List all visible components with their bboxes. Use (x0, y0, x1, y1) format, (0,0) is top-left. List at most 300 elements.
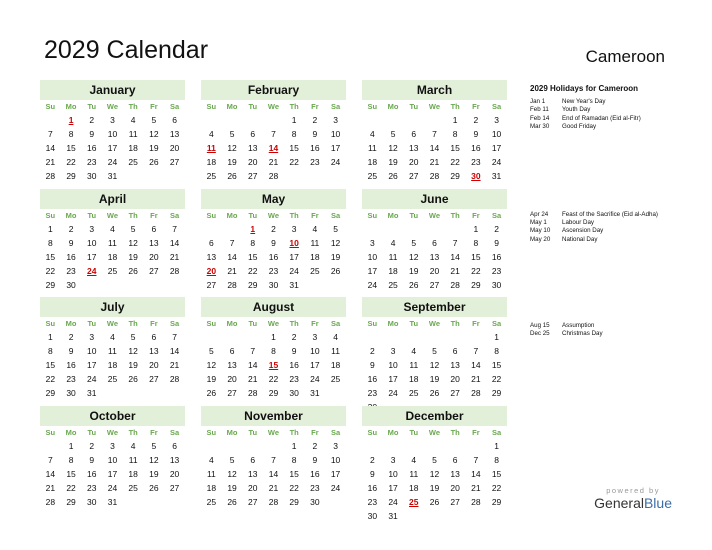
week-row (40, 440, 185, 454)
empty-cell (201, 331, 222, 344)
weekday-label: Th (289, 319, 299, 328)
day-cell: 17 (107, 143, 118, 153)
empty-cell (466, 331, 487, 344)
day-cell: 14 (471, 360, 481, 370)
month-name: April (40, 189, 185, 209)
day-cell: 26 (227, 171, 237, 181)
day-cell: 10 (310, 346, 320, 356)
day-cell: 25 (367, 171, 378, 181)
day-cell: 9 (312, 455, 318, 465)
day-cell: 15 (66, 143, 76, 153)
week-row (40, 331, 185, 345)
day-cell: 19 (330, 252, 341, 262)
day-cell: 27 (409, 171, 419, 181)
month-december (362, 406, 507, 524)
day-cell: 18 (128, 469, 138, 479)
empty-cell (383, 114, 404, 127)
holiday-date: Aug 15 (530, 322, 550, 329)
holiday-entry (530, 219, 690, 227)
day-cell: 13 (169, 129, 180, 139)
day-cell: 5 (432, 346, 437, 356)
day-cell: 23 (66, 266, 76, 276)
day-cell: 10 (107, 129, 118, 139)
day-cell: 15 (450, 143, 460, 153)
weekday-label: Sa (169, 102, 180, 111)
empty-cell (424, 114, 445, 127)
day-cell: 2 (291, 332, 297, 342)
day-cell: 13 (248, 469, 258, 479)
powered-by-label: powered by (606, 486, 660, 495)
holiday-entry (530, 227, 690, 235)
day-cell: 17 (388, 483, 398, 493)
weekday-label: We (106, 428, 119, 437)
weekday-label: Su (206, 319, 217, 328)
weekday-label: Fr (311, 211, 319, 220)
day-cell: 26 (149, 157, 159, 167)
week-row (362, 114, 507, 128)
day-cell: 28 (45, 497, 56, 507)
day-cell: 17 (330, 143, 341, 153)
day-cell: 31 (107, 171, 118, 181)
weekday-label: We (267, 319, 280, 328)
month-name: May (201, 189, 346, 209)
weekday-label: Su (367, 428, 378, 437)
week-row (201, 440, 346, 454)
weekday-label: Mo (65, 102, 77, 111)
week-row (40, 387, 185, 401)
week-row (362, 510, 507, 524)
month-name: August (201, 297, 346, 317)
day-cell: 31 (388, 511, 398, 521)
day-cell: 18 (206, 157, 217, 167)
day-cell: 28 (450, 280, 460, 290)
day-cell: 11 (128, 455, 138, 465)
empty-cell (445, 223, 466, 236)
holiday-list (530, 85, 690, 131)
empty-cell (383, 440, 404, 453)
weekday-label: Sa (330, 428, 341, 437)
month-name: July (40, 297, 185, 317)
holiday-name: End of Ramadan (Eid al-Fitr) (562, 114, 641, 122)
day-cell: 30 (289, 388, 299, 398)
day-cell: 15 (491, 469, 502, 479)
day-cell: 5 (333, 224, 338, 234)
day-cell: 22 (289, 157, 299, 167)
day-cell: 20 (450, 483, 460, 493)
month-august (201, 297, 346, 401)
day-cell: 14 (169, 238, 180, 248)
day-cell: 3 (89, 224, 95, 234)
weekday-label: Tu (248, 211, 258, 220)
weekday-label: Sa (169, 211, 180, 220)
day-cell: 12 (429, 360, 440, 370)
day-cell: 24 (330, 157, 341, 167)
day-cell: 27 (227, 388, 237, 398)
day-cell: 18 (206, 483, 217, 493)
day-cell: 26 (330, 266, 341, 276)
day-cell: 15 (66, 469, 76, 479)
day-cell: 17 (87, 360, 97, 370)
day-cell: 20 (429, 266, 440, 276)
day-cell: 24 (388, 388, 398, 398)
week-row (40, 468, 185, 482)
week-row (40, 142, 185, 156)
day-cell: 21 (471, 374, 481, 384)
day-cell: 11 (367, 143, 377, 153)
holiday-name: Labour Day (562, 219, 594, 227)
empty-cell (144, 279, 165, 292)
day-cell: 27 (248, 171, 258, 181)
weekday-label: Su (45, 102, 56, 111)
day-cell: 6 (250, 455, 256, 465)
week-row (201, 142, 346, 156)
day-cell: 3 (494, 115, 499, 125)
week-row (362, 223, 507, 237)
empty-cell (201, 114, 222, 127)
holiday-day: 14 (268, 143, 279, 153)
day-cell: 28 (227, 280, 237, 290)
day-cell: 31 (491, 171, 502, 181)
empty-cell (102, 387, 123, 400)
day-cell: 4 (369, 129, 375, 139)
day-cell: 27 (149, 266, 159, 276)
week-row (201, 128, 346, 142)
weekday-label: Sa (491, 428, 502, 437)
weekday-label: Th (450, 102, 460, 111)
weekday-label: Su (45, 428, 56, 437)
day-cell: 29 (66, 497, 76, 507)
day-cell: 1 (47, 332, 53, 342)
day-cell: 18 (128, 143, 138, 153)
week-row (40, 128, 185, 142)
day-cell: 2 (68, 332, 74, 342)
holiday-date: Feb 14 (530, 114, 550, 122)
day-cell: 17 (367, 266, 378, 276)
day-cell: 8 (250, 238, 256, 248)
weekday-label: Mo (387, 428, 399, 437)
day-cell: 16 (310, 469, 320, 479)
day-cell: 10 (87, 346, 97, 356)
day-cell: 29 (289, 497, 299, 507)
weekday-label: We (428, 319, 441, 328)
brand-name: GeneralBlue (594, 495, 672, 511)
day-cell: 9 (68, 346, 74, 356)
empty-cell (424, 510, 445, 523)
day-cell: 23 (87, 483, 97, 493)
weekday-label: Fr (311, 428, 319, 437)
day-cell: 14 (248, 360, 258, 370)
empty-cell (445, 331, 466, 344)
holiday-date: May 1 (530, 219, 547, 227)
day-cell: 4 (208, 129, 214, 139)
day-cell: 16 (471, 143, 481, 153)
day-cell: 26 (128, 374, 138, 384)
weekday-header (201, 209, 346, 223)
empty-cell (222, 223, 243, 236)
day-cell: 24 (330, 483, 341, 493)
week-row (201, 359, 346, 373)
day-cell: 10 (367, 252, 378, 262)
day-cell: 22 (289, 483, 299, 493)
day-cell: 25 (206, 171, 217, 181)
day-cell: 30 (66, 280, 76, 290)
week-row (362, 482, 507, 496)
day-cell: 2 (473, 115, 479, 125)
day-cell: 16 (367, 483, 378, 493)
day-cell: 4 (312, 224, 318, 234)
empty-cell (242, 440, 263, 453)
day-cell: 8 (68, 129, 74, 139)
empty-cell (242, 331, 263, 344)
week-row (362, 265, 507, 279)
week-row (40, 237, 185, 251)
month-june (362, 189, 507, 293)
weekday-label: Th (450, 319, 460, 328)
week-row (40, 170, 185, 184)
week-row (362, 251, 507, 265)
holiday-date: Jan 1 (530, 98, 546, 106)
week-row (201, 387, 346, 401)
weekday-header (362, 426, 507, 440)
day-cell: 30 (367, 511, 378, 521)
weekday-label: Su (45, 319, 56, 328)
week-row (362, 496, 507, 510)
weekday-label: Th (128, 428, 138, 437)
day-cell: 18 (367, 157, 378, 167)
week-row (201, 237, 346, 251)
day-cell: 14 (429, 143, 440, 153)
day-cell: 25 (107, 266, 118, 276)
day-cell: 19 (388, 157, 398, 167)
weekday-label: Th (128, 319, 138, 328)
weekday-label: We (267, 211, 280, 220)
day-cell: 25 (330, 374, 341, 384)
month-name: December (362, 406, 507, 426)
day-cell: 9 (89, 455, 95, 465)
day-cell: 27 (169, 157, 180, 167)
day-cell: 16 (87, 469, 97, 479)
day-cell: 7 (452, 238, 458, 248)
day-cell: 12 (206, 360, 217, 370)
week-row (362, 128, 507, 142)
day-cell: 29 (45, 280, 56, 290)
day-cell: 7 (432, 129, 437, 139)
month-january (40, 80, 185, 184)
day-cell: 24 (491, 157, 502, 167)
weekday-label: Su (206, 428, 217, 437)
day-cell: 12 (429, 469, 440, 479)
day-cell: 19 (227, 157, 237, 167)
weekday-label: Mo (226, 211, 238, 220)
weekday-label: We (106, 319, 119, 328)
day-cell: 11 (310, 238, 320, 248)
day-cell: 8 (473, 238, 479, 248)
day-cell: 28 (471, 388, 481, 398)
week-row (201, 454, 346, 468)
day-cell: 16 (87, 143, 97, 153)
empty-cell (466, 440, 487, 453)
day-cell: 31 (310, 388, 320, 398)
month-name: January (40, 80, 185, 100)
day-cell: 17 (491, 143, 502, 153)
empty-cell (325, 170, 346, 183)
empty-cell (222, 114, 243, 127)
day-cell: 13 (450, 469, 460, 479)
day-cell: 12 (330, 238, 341, 248)
day-cell: 17 (107, 469, 118, 479)
day-cell: 23 (310, 483, 320, 493)
empty-cell (144, 387, 165, 400)
day-cell: 10 (330, 455, 341, 465)
day-cell: 27 (206, 280, 217, 290)
day-cell: 5 (432, 455, 437, 465)
month-name: November (201, 406, 346, 426)
holiday-entry (530, 98, 690, 106)
day-cell: 21 (227, 266, 237, 276)
day-cell: 13 (149, 346, 159, 356)
weekday-label: Sa (491, 211, 502, 220)
day-cell: 26 (429, 497, 440, 507)
weekday-label: Su (45, 211, 56, 220)
day-cell: 26 (227, 497, 237, 507)
empty-cell (164, 279, 185, 292)
day-cell: 21 (248, 374, 258, 384)
day-cell: 9 (291, 346, 297, 356)
weekday-header (40, 100, 185, 114)
day-cell: 30 (268, 280, 279, 290)
day-cell: 10 (107, 455, 118, 465)
day-cell: 3 (110, 441, 115, 451)
holiday-date: May 20 (530, 235, 551, 243)
day-cell: 15 (289, 143, 299, 153)
day-cell: 15 (45, 360, 56, 370)
day-cell: 22 (450, 157, 460, 167)
weekday-label: Tu (87, 102, 97, 111)
holiday-day: 25 (409, 497, 419, 507)
day-cell: 5 (229, 455, 235, 465)
day-cell: 5 (151, 441, 157, 451)
weekday-label: Fr (472, 319, 480, 328)
week-row (40, 251, 185, 265)
day-cell: 16 (289, 360, 299, 370)
day-cell: 25 (388, 280, 398, 290)
day-cell: 30 (66, 388, 76, 398)
weekday-label: Mo (226, 102, 238, 111)
week-row (362, 359, 507, 373)
day-cell: 2 (89, 441, 95, 451)
empty-cell (362, 331, 383, 344)
day-cell: 5 (130, 224, 136, 234)
day-cell: 20 (248, 157, 258, 167)
holiday-name: Assumption (562, 322, 595, 329)
page-title: 2029 Calendar (44, 36, 209, 64)
weekday-header (40, 209, 185, 223)
day-cell: 14 (450, 252, 460, 262)
week-row (362, 373, 507, 387)
day-cell: 14 (471, 469, 481, 479)
week-row (201, 251, 346, 265)
day-cell: 29 (45, 388, 56, 398)
day-cell: 23 (289, 374, 299, 384)
day-cell: 1 (494, 441, 499, 451)
day-cell: 27 (248, 497, 258, 507)
empty-cell (325, 279, 346, 292)
week-row (40, 482, 185, 496)
day-cell: 11 (331, 346, 340, 356)
empty-cell (40, 440, 61, 453)
day-cell: 25 (128, 157, 138, 167)
weekday-label: Tu (409, 319, 419, 328)
day-cell: 19 (227, 483, 237, 493)
weekday-label: Su (206, 102, 217, 111)
holiday-date: Dec 25 (530, 330, 550, 338)
weekday-label: Tu (409, 428, 419, 437)
month-october (40, 406, 185, 510)
day-cell: 3 (390, 455, 396, 465)
day-cell: 25 (107, 374, 118, 384)
day-cell: 27 (450, 497, 460, 507)
weekday-label: Th (450, 211, 460, 220)
day-cell: 20 (169, 143, 180, 153)
holiday-date: May 10 (530, 227, 551, 235)
day-cell: 22 (66, 483, 76, 493)
day-cell: 1 (452, 115, 458, 125)
day-cell: 16 (310, 143, 320, 153)
empty-cell (362, 440, 383, 453)
month-name: February (201, 80, 346, 100)
day-cell: 6 (432, 238, 437, 248)
day-cell: 23 (367, 497, 378, 507)
day-cell: 20 (227, 374, 237, 384)
day-cell: 30 (491, 280, 502, 290)
day-cell: 3 (312, 332, 318, 342)
day-cell: 5 (130, 332, 136, 342)
day-cell: 26 (206, 388, 217, 398)
day-cell: 4 (130, 441, 136, 451)
empty-cell (123, 496, 144, 509)
weekday-label: Mo (387, 102, 399, 111)
holiday-name: New Year's Day (562, 98, 606, 106)
day-cell: 14 (268, 469, 279, 479)
weekday-header (362, 317, 507, 331)
holiday-date: Feb 11 (530, 106, 549, 114)
country-label: Cameroon (585, 47, 665, 66)
day-cell: 27 (169, 483, 180, 493)
day-cell: 26 (149, 483, 159, 493)
weekday-label: Sa (169, 428, 180, 437)
day-cell: 15 (289, 469, 299, 479)
weekday-label: Su (206, 211, 217, 220)
week-row (362, 237, 507, 251)
weekday-label: We (106, 102, 119, 111)
day-cell: 21 (45, 157, 56, 167)
holiday-day: 20 (206, 266, 217, 276)
day-cell: 11 (409, 469, 419, 479)
day-cell: 7 (229, 238, 235, 248)
week-row (201, 482, 346, 496)
day-cell: 8 (47, 346, 53, 356)
day-cell: 21 (169, 360, 180, 370)
day-cell: 3 (110, 115, 115, 125)
week-row (362, 170, 507, 184)
day-cell: 6 (208, 238, 214, 248)
month-november (201, 406, 346, 510)
day-cell: 25 (409, 388, 419, 398)
holiday-name: Good Friday (562, 122, 597, 130)
day-cell: 4 (130, 115, 136, 125)
day-cell: 6 (452, 346, 458, 356)
day-cell: 1 (494, 332, 499, 342)
